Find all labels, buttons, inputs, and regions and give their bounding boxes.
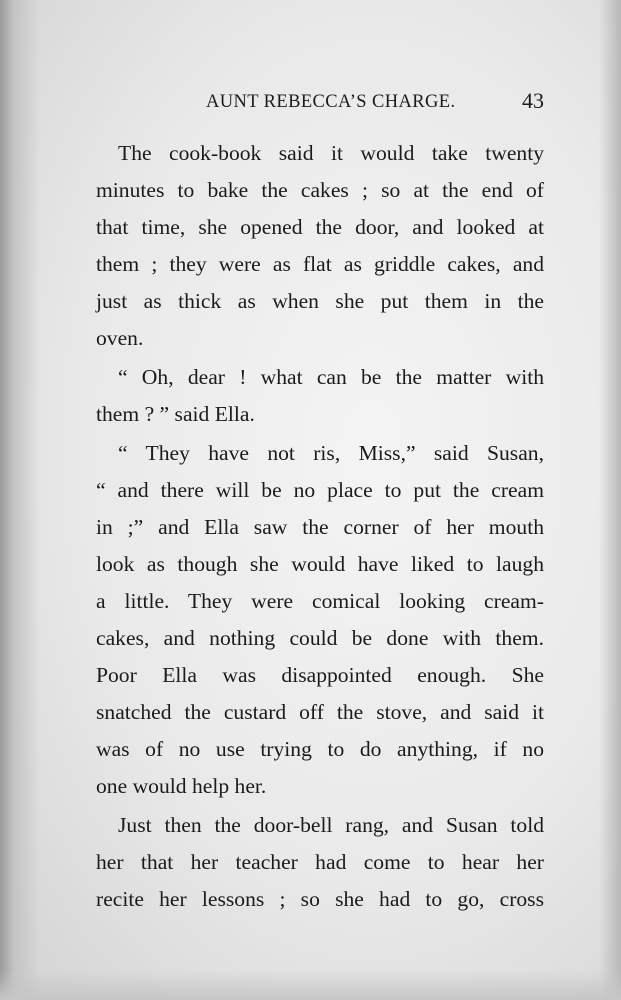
text-line: “ and there will be no place to put the cream	[96, 478, 544, 502]
text-line: was of no use trying to do anything, if no	[96, 737, 544, 761]
text-line: The cook-book said it would take twenty	[118, 141, 544, 165]
body-text	[96, 135, 544, 918]
text-line: that time, she opened the door, and looked at	[96, 215, 544, 239]
text-line: Just then the door-bell rang, and Susan told	[118, 813, 544, 837]
text-line: a little. They were comical looking cream-	[96, 589, 544, 613]
running-head: AUNT REBECCA’S CHARGE.	[206, 92, 456, 112]
text-line: look as though she would have liked to laugh	[96, 552, 544, 576]
text-line: “ They have not ris, Miss,” said Susan,	[118, 441, 544, 465]
text-line: one would help her.	[96, 774, 267, 798]
text-line: minutes to bake the cakes ; so at the end of	[96, 178, 544, 202]
page-edge-shadow	[599, 0, 621, 1000]
text-line: recite her lessons ; so she had to go, cross	[96, 887, 544, 911]
text-line: oven.	[96, 326, 144, 350]
text-line: cakes, and nothing could be done with them.	[96, 626, 544, 650]
text-line: them ? ” said Ella.	[96, 402, 255, 426]
page-header	[96, 88, 544, 122]
page-number: 43	[522, 88, 544, 113]
text-line: in ;” and Ella saw the corner of her mouth	[96, 515, 544, 539]
binding-gutter-shadow	[0, 0, 40, 1000]
text-line: “ Oh, dear ! what can be the matter with	[118, 365, 544, 389]
text-line: snatched the custard off the stove, and said it	[96, 700, 544, 724]
text-line: Poor Ella was disappointed enough. She	[96, 663, 544, 687]
text-line: her that her teacher had come to hear her	[96, 850, 544, 874]
text-line: them ; they were as flat as griddle cakes, and	[96, 252, 544, 276]
page-bottom-shadow	[0, 970, 621, 1000]
text-line: just as thick as when she put them in the	[96, 289, 544, 313]
